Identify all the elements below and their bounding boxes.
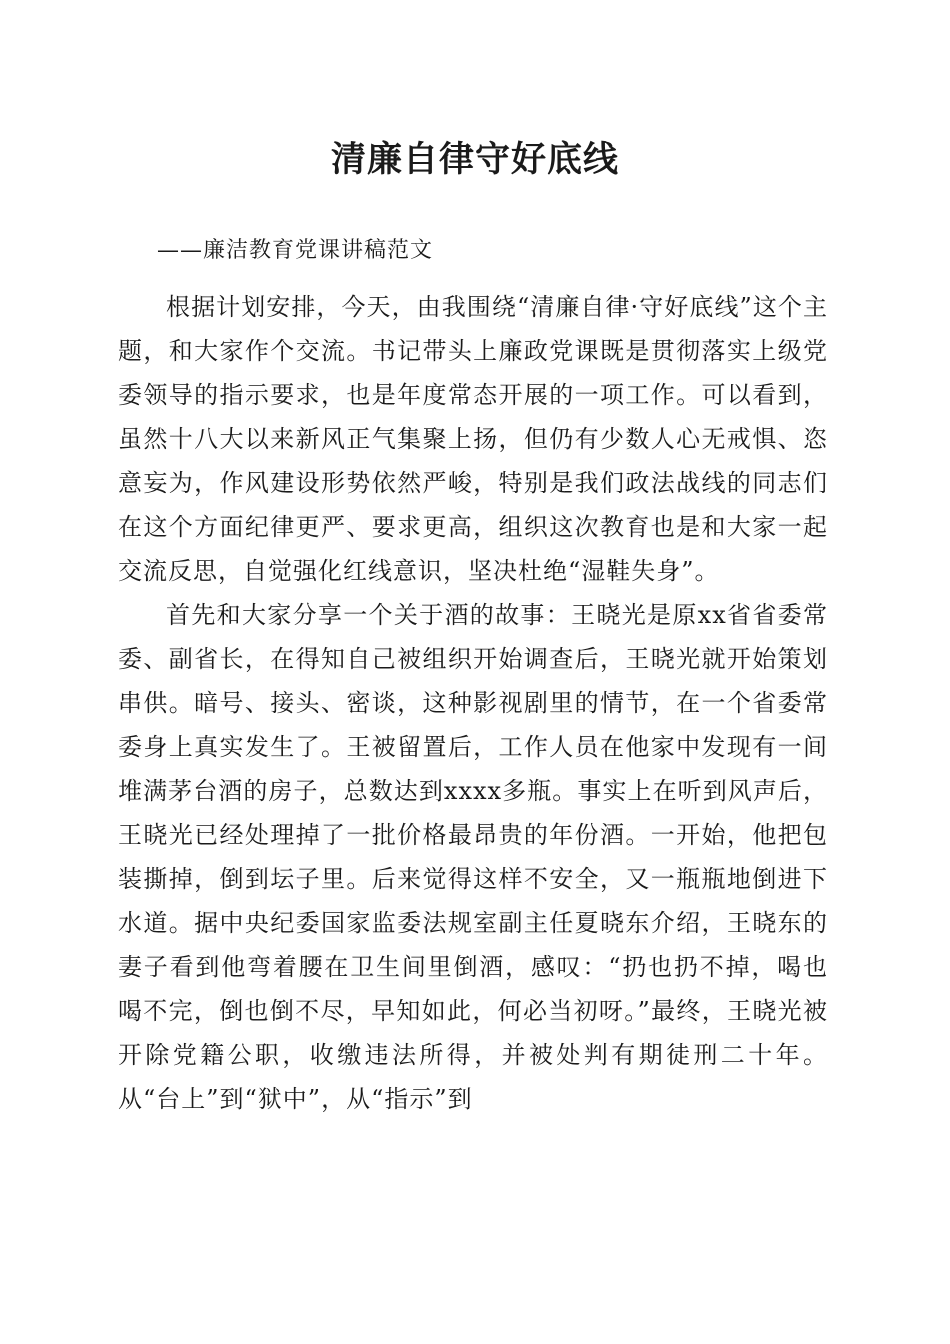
document-body <box>118 250 828 1121</box>
paragraph-2: 首先和大家分享一个关于酒的故事：王晓光是原xx省省委常委、副省长，在得知自己被组织开始调查后，王晓光就开始策划串供。暗号、接头、密谈，这种影视剧里的情节，在一个省委常委身上真实发生了。王被留置后，工作人员在他家中发现有一间堆满茅台酒的房子，总数达到xxxx多瓶。事实上在听到风声后，王晓光已经处理掉了一批价格最昂贵的年份酒。一开始，他把包装撕掉，倒到坛子里。后来觉得这样不安全，又一瓶瓶地倒进下水道。据中央纪委国家监委法规室副主任夏晓东介绍，王晓东的妻子看到他弯着腰在卫生间里倒酒，感叹：“扔也扔不掉，喝也喝不完，倒也倒不尽，早知如此，何必当初呀。”最终，王晓光被开除党籍公职，收缴违法所得，并被处判有期徒刑二十年。从“台上”到“狱中”，从“指示”到 <box>118 601 828 1113</box>
document-subtitle: ——廉洁教育党课讲稿范文 <box>157 238 434 263</box>
document-title: 清廉自律守好底线 <box>330 139 619 180</box>
paragraph-1: 根据计划安排，今天，由我围绕“清廉自律·守好底线”这个主题，和大家作个交流。书记带头上廉政党课既是贯彻落实上级党委领导的指示要求，也是年度常态开展的一项工作。可以看到，虽然十八大以来新风正气集聚上扬，但仍有少数人心无戒惧、恣意妄为，作风建设形势依然严峻，特别是我们政法战线的同志们在这个方面纪律更严、要求更高，组织这次教育也是和大家一起交流反思，自觉强化红线意识，坚决杜绝“湿鞋失身”。 <box>118 293 828 585</box>
